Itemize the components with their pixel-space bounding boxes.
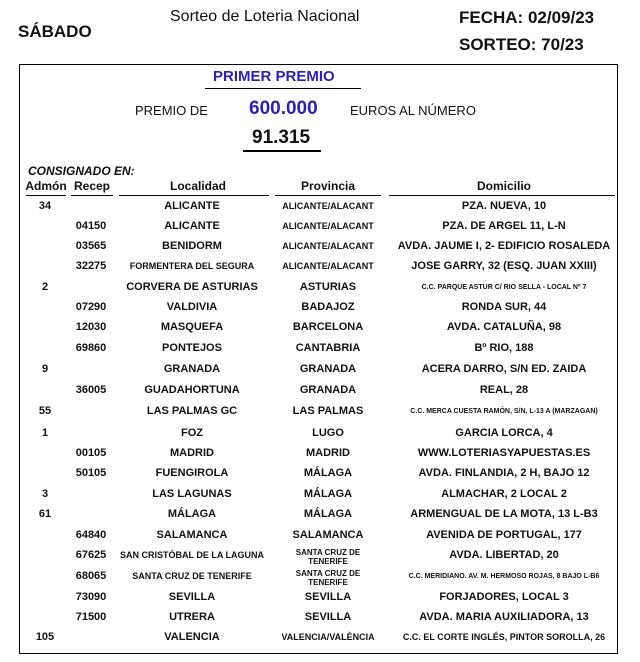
col-header-provincia: Provincia bbox=[300, 179, 356, 193]
cell-provincia: ALICANTE/ALACANT bbox=[282, 221, 374, 231]
cell-recep: 67625 bbox=[75, 549, 107, 561]
cell-domicilio: ALMACHAR, 2 LOCAL 2 bbox=[441, 488, 567, 500]
table-row bbox=[0, 237, 640, 257]
table-row bbox=[0, 339, 640, 359]
cell-domicilio: ACERA DARRO, S/N ED. ZAIDA bbox=[421, 363, 587, 375]
cell-domicilio: AVDA. JAUME I, 2- EDIFICIO ROSALEDA bbox=[397, 240, 611, 252]
cell-provincia: MADRID bbox=[306, 447, 350, 459]
cell-localidad: UTRERA bbox=[169, 611, 215, 623]
cell-domicilio: REAL, 28 bbox=[479, 384, 529, 396]
cell-recep: 00105 bbox=[75, 447, 107, 459]
cell-domicilio: ARMENGUAL DE LA MOTA, 13 L-B3 bbox=[410, 508, 598, 520]
cell-recep: 69860 bbox=[75, 342, 107, 354]
col-underline-domicilio bbox=[389, 195, 615, 196]
table-row bbox=[0, 588, 640, 608]
cell-domicilio: PZA. DE ARGEL 11, L-N bbox=[442, 220, 566, 232]
cell-provincia: BARCELONA bbox=[292, 321, 364, 333]
cell-localidad: MASQUEFA bbox=[160, 321, 224, 333]
prize-title: PRIMER PREMIO bbox=[213, 68, 335, 85]
cell-provincia: ALICANTE/ALACANT bbox=[282, 241, 374, 251]
cell-provincia: ALICANTE/ALACANT bbox=[282, 201, 374, 211]
cell-localidad: LAS PALMAS GC bbox=[146, 405, 238, 417]
cell-domicilio: AVENIDA DE PORTUGAL, 177 bbox=[426, 529, 582, 541]
cell-localidad: VALENCIA bbox=[164, 631, 220, 643]
col-header-localidad: Localidad bbox=[169, 179, 226, 193]
cell-localidad: SAN CRISTÓBAL DE LA LAGUNA bbox=[120, 550, 264, 560]
cell-localidad: ALICANTE bbox=[164, 200, 220, 212]
table-row bbox=[0, 444, 640, 464]
cell-domicilio: C.C. MERIDIANO. AV. M. HERMOSO ROJAS, 8 BAJO L-B6 bbox=[408, 573, 600, 580]
table-row bbox=[0, 485, 640, 505]
cell-localidad: PONTEJOS bbox=[162, 342, 222, 354]
col-underline-provincia bbox=[275, 195, 381, 196]
draw-date: FECHA: 02/09/23 bbox=[459, 8, 595, 27]
consignado-label: CONSIGNADO EN: bbox=[28, 164, 135, 178]
premio-de-label: PREMIO DE bbox=[135, 103, 208, 118]
cell-admon: 61 bbox=[38, 508, 52, 520]
cell-recep: 64840 bbox=[75, 529, 107, 541]
cell-provincia: SANTA CRUZ DE TENERIFE bbox=[295, 569, 361, 587]
cell-domicilio: AVDA. CATALUÑA, 98 bbox=[446, 321, 562, 333]
cell-provincia: LUGO bbox=[312, 427, 344, 439]
winning-number-underline bbox=[243, 150, 321, 152]
draw-number: SORTEO: 70/23 bbox=[459, 35, 584, 54]
table-row bbox=[0, 257, 640, 277]
day-label: SÁBADO bbox=[18, 22, 92, 41]
cell-localidad: SEVILLA bbox=[168, 591, 216, 603]
cell-domicilio: RONDA SUR, 44 bbox=[461, 301, 547, 313]
cell-domicilio: C.C. EL CORTE INGLÉS, PINTOR SOROLLA, 26 bbox=[402, 632, 606, 642]
cell-provincia: ALICANTE/ALACANT bbox=[282, 261, 374, 271]
cell-provincia: ASTURIAS bbox=[299, 281, 357, 293]
cell-provincia: CANTABRIA bbox=[295, 342, 361, 354]
cell-recep: 07290 bbox=[75, 301, 107, 313]
cell-provincia: BADAJOZ bbox=[301, 301, 355, 313]
cell-recep: 03565 bbox=[75, 240, 107, 252]
cell-localidad: FUENGIROLA bbox=[155, 467, 229, 479]
table-row bbox=[0, 360, 640, 380]
cell-domicilio: WWW.LOTERIASYAPUESTAS.ES bbox=[417, 447, 591, 459]
cell-localidad: CORVERA DE ASTURIAS bbox=[126, 281, 258, 293]
cell-recep: 36005 bbox=[75, 384, 107, 396]
cell-domicilio: C.C. PARQUE ASTUR C/ RIO SELLA - LOCAL Nº 7 bbox=[421, 284, 587, 291]
cell-admon: 55 bbox=[38, 405, 52, 417]
cell-provincia: GRANADA bbox=[299, 384, 357, 396]
cell-recep: 50105 bbox=[75, 467, 107, 479]
cell-admon: 105 bbox=[35, 631, 55, 643]
cell-localidad: MÁLAGA bbox=[167, 508, 217, 520]
cell-recep: 04150 bbox=[75, 220, 107, 232]
table-row bbox=[0, 402, 640, 422]
cell-admon: 3 bbox=[41, 488, 49, 500]
cell-provincia: MÁLAGA bbox=[303, 488, 353, 500]
cell-provincia: SANTA CRUZ DE TENERIFE bbox=[295, 548, 361, 566]
table-row bbox=[0, 628, 640, 648]
winning-number: 91.315 bbox=[252, 127, 311, 148]
cell-localidad: LAS LAGUNAS bbox=[152, 488, 232, 500]
page-title: Sorteo de Loteria Nacional bbox=[170, 8, 360, 25]
cell-recep: 71500 bbox=[75, 611, 107, 623]
cell-recep: 68065 bbox=[75, 570, 107, 582]
cell-provincia: MÁLAGA bbox=[303, 467, 353, 479]
cell-admon: 2 bbox=[41, 281, 49, 293]
cell-domicilio: PZA. NUEVA, 10 bbox=[461, 200, 547, 212]
table-row bbox=[0, 197, 640, 217]
cell-domicilio: JOSE GARRY, 32 (ESQ. JUAN XXIII) bbox=[411, 260, 597, 272]
col-header-recep: Recep bbox=[73, 179, 111, 193]
cell-localidad: GUADAHORTUNA bbox=[144, 384, 240, 396]
table-row bbox=[0, 546, 640, 566]
table-row bbox=[0, 381, 640, 401]
cell-provincia: SEVILLA bbox=[304, 611, 352, 623]
cell-domicilio: AVDA. FINLANDIA, 2 H, BAJO 12 bbox=[418, 467, 590, 479]
table-row bbox=[0, 505, 640, 525]
cell-domicilio: C.C. MERCA CUESTA RAMÓN, S/N, L-13 A (MARZAGAN) bbox=[410, 408, 598, 415]
col-underline-recep bbox=[71, 195, 113, 196]
cell-recep: 12030 bbox=[75, 321, 107, 333]
cell-provincia: SALAMANCA bbox=[292, 529, 364, 541]
cell-domicilio: Bº RIO, 188 bbox=[474, 342, 534, 354]
cell-domicilio: AVDA. LIBERTAD, 20 bbox=[449, 549, 559, 561]
cell-localidad: GRANADA bbox=[163, 363, 221, 375]
cell-localidad: SALAMANCA bbox=[156, 529, 228, 541]
table-row bbox=[0, 424, 640, 444]
table-row bbox=[0, 526, 640, 546]
prize-title-underline bbox=[205, 88, 361, 89]
cell-provincia: SEVILLA bbox=[304, 591, 352, 603]
cell-admon: 34 bbox=[38, 200, 52, 212]
col-underline-admon bbox=[26, 195, 66, 196]
cell-localidad: FOZ bbox=[181, 427, 203, 439]
cell-admon: 9 bbox=[41, 363, 49, 375]
cell-admon: 1 bbox=[41, 427, 49, 439]
cell-recep: 32275 bbox=[75, 260, 107, 272]
col-header-domicilio: Domicilio bbox=[476, 179, 531, 193]
col-header-admon: Admón bbox=[25, 179, 67, 193]
col-underline-localidad bbox=[119, 195, 269, 196]
cell-domicilio: GARCIA LORCA, 4 bbox=[455, 427, 553, 439]
cell-domicilio: AVDA. MARIA AUXILIADORA, 13 bbox=[419, 611, 589, 623]
cell-localidad: BENIDORM bbox=[162, 240, 222, 252]
euros-label: EUROS AL NÚMERO bbox=[350, 103, 476, 118]
cell-localidad: ALICANTE bbox=[164, 220, 220, 232]
table-row bbox=[0, 278, 640, 298]
cell-provincia: LAS PALMAS bbox=[292, 405, 364, 417]
cell-recep: 73090 bbox=[75, 591, 107, 603]
cell-localidad: FORMENTERA DEL SEGURA bbox=[129, 261, 255, 271]
cell-provincia: MÁLAGA bbox=[303, 508, 353, 520]
prize-amount: 600.000 bbox=[249, 98, 318, 119]
cell-localidad: SANTA CRUZ DE TENERIFE bbox=[132, 571, 252, 581]
table-row bbox=[0, 464, 640, 484]
cell-provincia: GRANADA bbox=[299, 363, 357, 375]
table-row bbox=[0, 318, 640, 338]
cell-localidad: MADRID bbox=[170, 447, 214, 459]
cell-domicilio: FORJADORES, LOCAL 3 bbox=[439, 591, 569, 603]
cell-provincia: VALENCIA/VALÈNCIA bbox=[281, 632, 375, 642]
table-row bbox=[0, 217, 640, 237]
table-row bbox=[0, 567, 640, 587]
table-row bbox=[0, 608, 640, 628]
table-row bbox=[0, 298, 640, 318]
cell-localidad: VALDIVIA bbox=[166, 301, 218, 313]
